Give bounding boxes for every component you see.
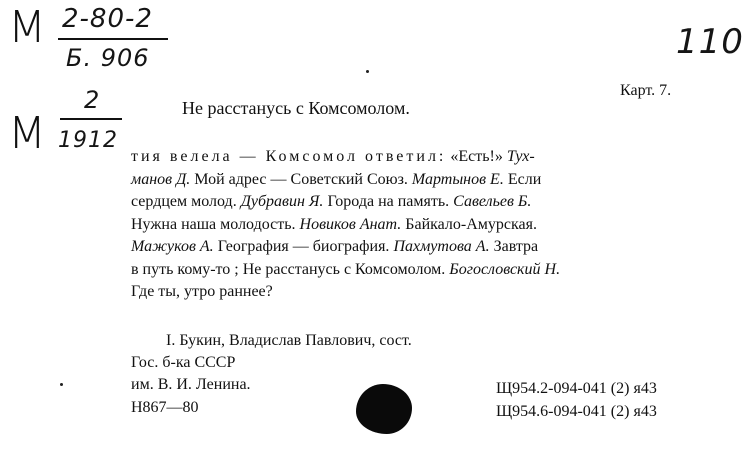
card-number: Карт. 7. <box>620 82 672 99</box>
shelfmark-denominator-2: 1912 <box>58 128 118 153</box>
contents-text: Завтра <box>489 238 539 255</box>
speck <box>366 70 369 73</box>
contents-line <box>131 214 537 236</box>
contents-text: Нужна наша молодость. <box>131 215 300 233</box>
contents-text: Если <box>503 170 542 188</box>
contents-line <box>131 236 538 258</box>
author-name: Дубравин Я. <box>240 193 324 210</box>
contents-text: Мой адрес — Советский Союз. <box>190 170 412 188</box>
author-name: Мажуков А. <box>131 238 214 255</box>
author-name: Богословский Н. <box>449 260 561 278</box>
contents-text: сердцем молод. <box>131 193 241 210</box>
inventory-number: Н867—80 <box>131 399 199 416</box>
contents-line <box>131 146 535 168</box>
speck <box>60 383 63 386</box>
contents-text: География — биография. <box>213 238 394 255</box>
author-name: манов Д. <box>131 170 191 188</box>
contents-text: Байкало-Амурская. <box>401 215 538 233</box>
classification-2: Щ954.6-094-041 (2) я43 <box>496 403 657 420</box>
author-name: Тух- <box>506 148 535 165</box>
shelfmark-rule-2 <box>60 118 122 120</box>
library-line-2: им. В. И. Ленина. <box>131 376 251 393</box>
contents-text: «Есть!» <box>446 148 507 165</box>
shelfmark-denominator: Б. 906 <box>66 44 150 72</box>
shelfmark-numerator-2: 2 <box>84 86 101 114</box>
library-line-1: Гос. б-ка СССР <box>131 354 236 371</box>
shelfmark-rule <box>58 38 168 40</box>
contents-text: Города на память. <box>323 193 454 210</box>
contents-line <box>131 259 560 281</box>
author-name: Мартынов Е. <box>411 170 504 188</box>
contents-text: Где ты, утро раннее? <box>131 283 273 300</box>
card-title: Не расстанусь с Комсомолом. <box>182 98 410 118</box>
page-note: 110 <box>676 22 744 62</box>
contents-line <box>131 169 541 191</box>
shelfmark-letter: М <box>8 2 46 53</box>
contents-text: в путь кому-то ; Не расстанусь с Комсомолом. <box>131 260 450 278</box>
shelfmark-letter-2: М <box>8 108 46 159</box>
author-name: Новиков Анат. <box>299 215 402 233</box>
compiler-line: I. Букин, Владислав Павлович, сост. <box>166 332 412 349</box>
contents-line <box>131 191 531 213</box>
contents-text: тия велела — Комсомол ответил: <box>131 148 447 165</box>
author-name: Савельев Б. <box>453 193 532 210</box>
ink-blot <box>356 384 412 434</box>
classification-1: Щ954.2-094-041 (2) я43 <box>496 380 657 397</box>
shelfmark-numerator: 2-80-2 <box>62 4 153 34</box>
contents-line <box>131 281 273 303</box>
author-name: Пахмутова А. <box>393 238 490 255</box>
